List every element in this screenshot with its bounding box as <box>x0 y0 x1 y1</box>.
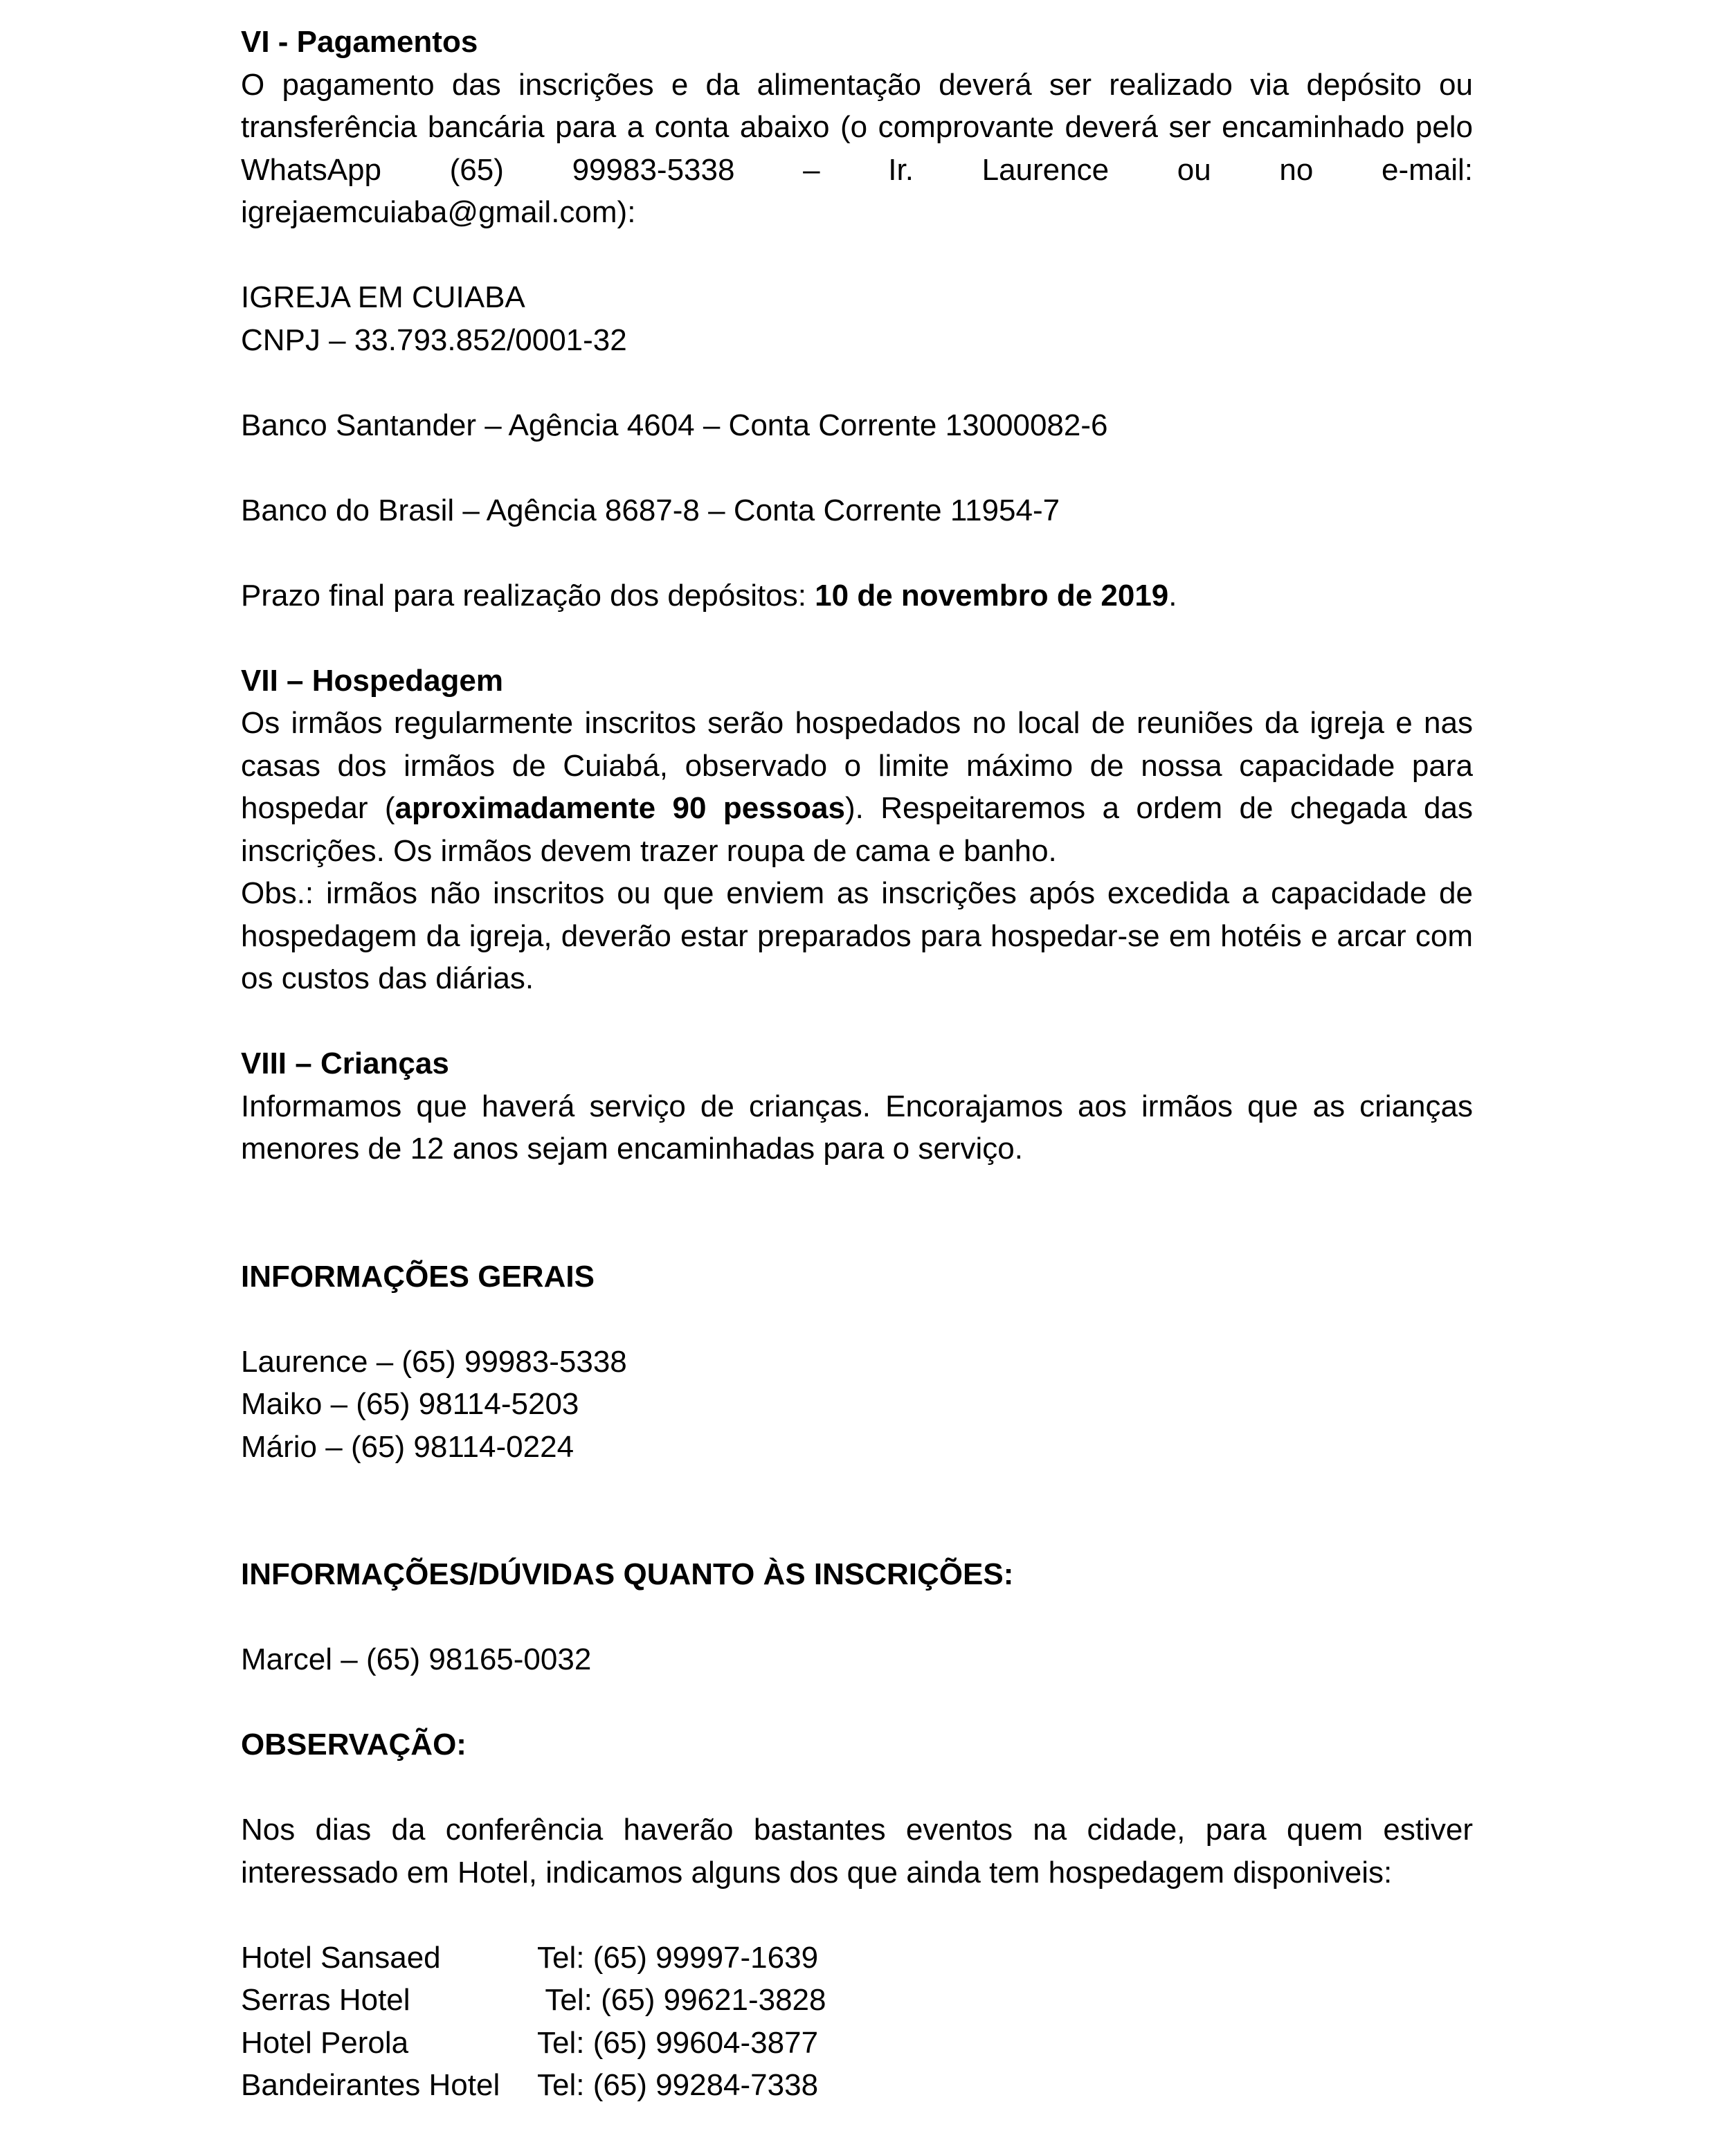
spacer <box>241 1681 1473 1724</box>
hotel-phone: Tel: (65) 99284-7338 <box>537 2068 819 2102</box>
bank-brasil: Banco do Brasil – Agência 8687-8 – Conta Corrente 11954-7 <box>241 493 1060 527</box>
payments-email: igrejaemcuiaba@gmail.com): <box>241 195 636 229</box>
observation-heading: OBSERVAÇÃO: <box>241 1728 467 1761</box>
spacer <box>241 532 1473 574</box>
document-page <box>241 21 1473 2107</box>
spacer <box>241 1894 1473 1937</box>
lodging-capacity: aproximadamente 90 pessoas <box>395 791 845 825</box>
spacer <box>241 1000 1473 1043</box>
church-name: IGREJA EM CUIABA <box>241 280 525 314</box>
spacer <box>241 1596 1473 1639</box>
hotel-row <box>241 2064 1473 2107</box>
children-heading: VIII – Crianças <box>241 1047 449 1080</box>
contact-laurence: Laurence – (65) 99983-5338 <box>241 1344 627 1379</box>
spacer <box>241 617 1473 660</box>
spacer <box>241 234 1473 277</box>
hotel-phone: Tel: (65) 99997-1639 <box>537 1940 819 1975</box>
hotel-row <box>241 1937 1473 1980</box>
hotel-name: Hotel Sansaed <box>241 1940 441 1975</box>
hotel-name: Serras Hotel <box>241 1983 410 2017</box>
spacer <box>241 1468 1473 1553</box>
spacer <box>241 1170 1473 1256</box>
payments-paragraph-text: O pagamento das inscrições e da alimentação deverá ser realizado via depósito ou transferência bancária para a conta abaixo (o comprovante deverá ser encaminhado pelo WhatsApp (65) 99983-5338 – Ir. Laurence ou no e-mail: <box>241 67 1473 187</box>
spacer <box>241 361 1473 404</box>
spacer <box>241 1298 1473 1341</box>
hotel-phone: Tel: (65) 99621-3828 <box>537 1983 826 2017</box>
children-text: Informamos que haverá serviço de crianças. Encorajamos aos irmãos que as crianças menores de 12 anos sejam encaminhadas para o serviço. <box>241 1089 1473 1166</box>
contact-maiko: Maiko – (65) 98114-5203 <box>241 1387 579 1421</box>
hotel-name: Bandeirantes Hotel <box>241 2068 500 2102</box>
observation-text: Nos dias da conferência haverão bastantes eventos na cidade, para quem estiver interessado em Hotel, indicamos alguns dos que ainda tem hospedagem disponiveis: <box>241 1813 1473 1890</box>
spacer <box>241 446 1473 489</box>
hotel-row <box>241 2022 1473 2065</box>
lodging-note: Obs.: irmãos não inscritos ou que enviem as inscrições após excedida a capacidade de hospedagem da igreja, deverão estar preparados para hospedar-se em hotéis e arcar com os custos das diárias. <box>241 876 1473 995</box>
general-info-heading: INFORMAÇÕES GERAIS <box>241 1259 595 1294</box>
registration-info-heading: INFORMAÇÕES/DÚVIDAS QUANTO ÀS INSCRIÇÕES: <box>241 1557 1014 1591</box>
contact-marcel: Marcel – (65) 98165-0032 <box>241 1642 592 1676</box>
payments-heading: VI - Pagamentos <box>241 25 478 59</box>
church-cnpj: CNPJ – 33.793.852/0001-32 <box>241 323 627 357</box>
payments-paragraph <box>241 64 1473 234</box>
deadline-prefix: Prazo final para realização dos depósitos: <box>241 578 815 613</box>
deadline-date: 10 de novembro de 2019 <box>815 578 1169 613</box>
spacer <box>241 1766 1473 1809</box>
hotel-phone: Tel: (65) 99604-3877 <box>537 2025 819 2060</box>
lodging-paragraph <box>241 702 1473 872</box>
lodging-heading: VII – Hospedagem <box>241 663 504 698</box>
lodging-text-after: ). Respeitaremos a ordem de chegada das inscrições. Os irmãos devem trazer roupa de cama e banho. <box>241 791 1473 868</box>
deadline-suffix: . <box>1168 578 1177 613</box>
contact-mario: Mário – (65) 98114-0224 <box>241 1429 574 1464</box>
hotel-row <box>241 1979 1473 2022</box>
lodging-text-before: Os irmãos regularmente inscritos serão hospedados no local de reuniões da igreja e nas casas dos irmãos de Cuiabá, observado o limite máximo de nossa capacidade para hospedar ( <box>241 706 1473 825</box>
deadline-line <box>241 574 1473 617</box>
bank-santander: Banco Santander – Agência 4604 – Conta Corrente 13000082-6 <box>241 408 1108 442</box>
hotel-name: Hotel Perola <box>241 2025 409 2060</box>
